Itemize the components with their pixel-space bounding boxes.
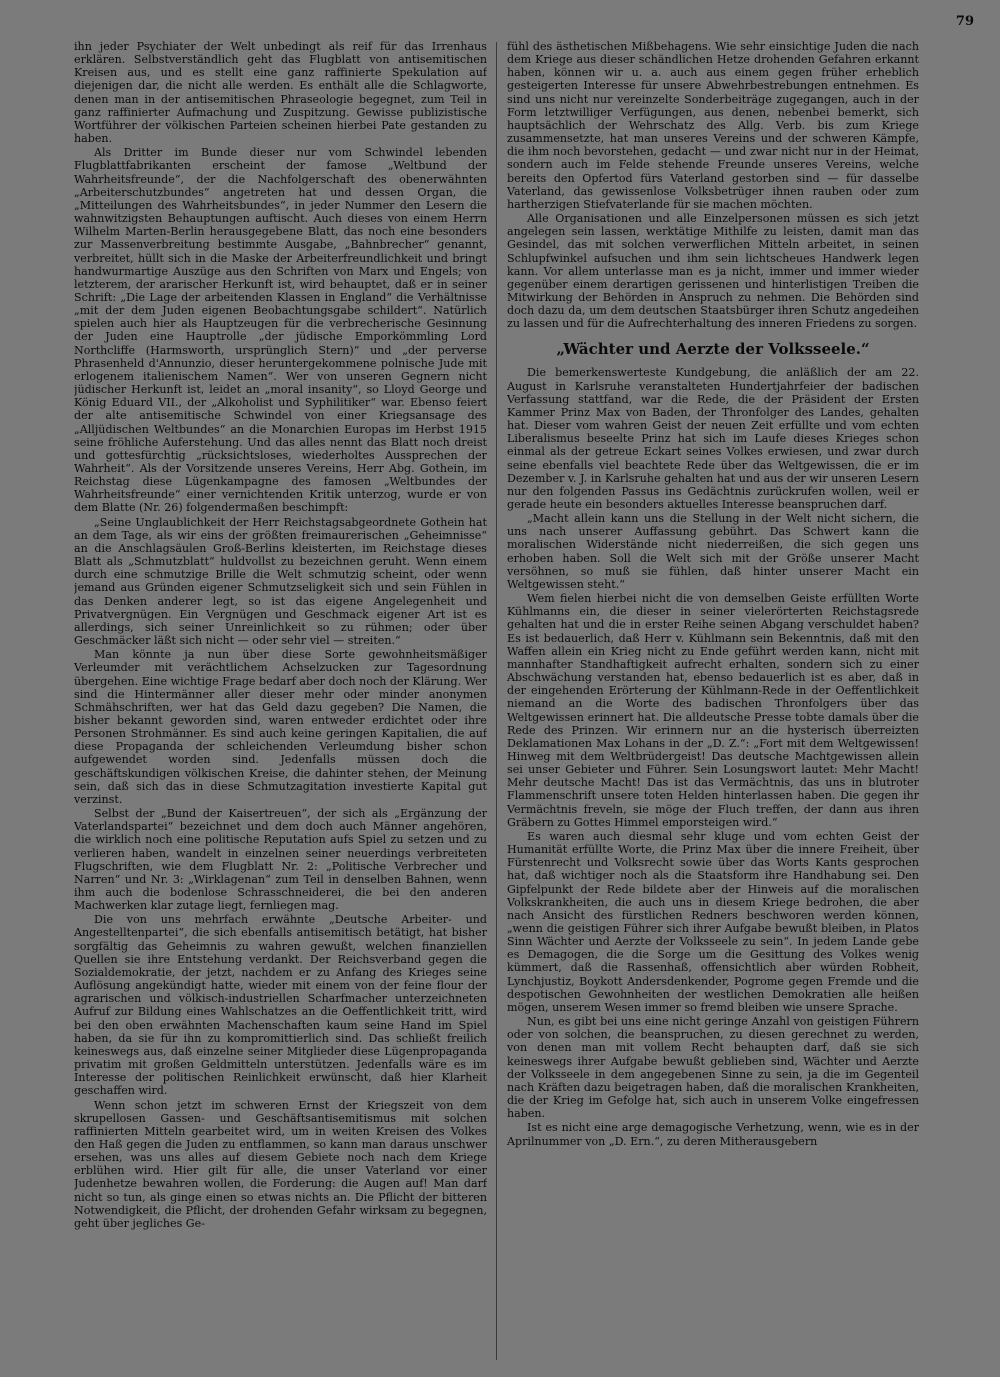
paragraph: Man könnte ja nun über diese Sorte gewohnheitsmäßiger Verleumder mit verächtlichem Achselzucken zur Tagesordnung übergehen. Eine wichtige Frage bedarf aber doch noch der Klärung. Wer sind die Hintermänner aller dieser mehr oder minder anonymen Schmähschriften, wer hat das Geld dazu gegeben? Die Namen, die bisher bekannt geworden sind, waren entweder erdichtet oder ihre Personen Strohmänner. Es sind auch keine geringen Kapitalien, die auf diese Propaganda der schleichenden Verleumdung bisher schon aufgewendet worden sind. Jedenfalls müssen doch die geschäftskundigen völkischen Kreise, die dahinter stehen, der Meinung sein, daß sich das in diese Schmutzagitation investierte Kapital gut verzinst. [74, 648, 487, 806]
paragraph: Wenn schon jetzt im schweren Ernst der Kriegszeit von dem skrupellosen Gassen- und Geschäftsantisemitismus mit solchen raffinierten Mitteln gearbeitet wird, um in weiten Kreisen des Volkes den Haß gegen die Juden zu entflammen, so kann man daraus unschwer ersehen, was uns alles auf diesem Gebiete noch nach dem Kriege erblühen wird. Hier gilt für alle, die unser Vaterland vor einer Judenhetze bewahren wollen, die Forderung: die Augen auf! Man darf nicht so tun, als ginge einen so etwas nichts an. Die Pflicht der bitteren Notwendigkeit, die Pflicht, der drohenden Gefahr wirksam zu begegnen, geht über jegliches Ge- [74, 1098, 487, 1230]
paragraph: Es waren auch diesmal sehr kluge und vom echten Geist der Humanität erfüllte Worte, die Prinz Max über die innere Freiheit, über Fürstenrecht und Volksrecht sowie über das Worts Kants gesprochen hat, daß wichtiger noch als die Staatsform ihre Handhabung sei. Den Gipfelpunkt der Rede bildete aber der Hinweis auf die moralischen Volkskrankheiten, die auch uns in diesem Kriege bedrohen, die aber nach Ansicht des fürstlichen Redners beschworen werden können, „wenn die geistigen Führer sich ihrer Aufgabe bewußt bleiben, in Platos Sinn Wächter und Aerzte der Volksseele zu sein“. In jedem Lande gebe es Demagogen, die die Sorge um die Gesittung des Volkes wenig kümmert, daß die Rassenhaß, offensichtlich aber würden Robheit, Lynchjustiz, Boykott Andersdenkender, Pogrome gegen Fremde und die despotischen Gewohnheiten der westlichen Demokratien alle heißen mögen, unserem Wesen immer so fremd bleiben wie unsere Sprache. [507, 829, 919, 1014]
paragraph: Selbst der „Bund der Kaisertreuen“, der sich als „Ergänzung der Vaterlandspartei“ bezeichnet und dem doch auch Männer angehören, die wirklich noch eine politische Reputation aufs Spiel zu setzen und zu verlieren haben, wandelt in einzelnen seiner neuerdings verbreiteten Flugschriften, wie dem Flugblatt Nr. 2: „Politische Verbrecher und Narren“ und Nr. 3: „Wirklagenan“ zum Teil in denselben Bahnen, wenn ihm auch die bodenlose Schrasschneiderei, die bei den anderen Machwerken klar zutage liegt, fernliegen mag. [74, 807, 487, 913]
paragraph: Nun, es gibt bei uns eine nicht geringe Anzahl von geistigen Führern oder von solchen, die beanspruchen, zu diesen gerechnet zu werden, von denen man mit vollem Recht behaupten darf, daß sie sich keineswegs ihrer Aufgabe bewußt geblieben sind, Wächter und Aerzte der Volksseele in dem angegebenen Sinne zu sein, ja die im Gegenteil nach Kräften dazu beigetragen haben, daß die moralischen Krankheiten, die der Krieg im Gefolge hat, sich auch in unserem Volke eingefressen haben. [507, 1015, 919, 1121]
page-number: 79 [955, 14, 974, 29]
paragraph: Alle Organisationen und alle Einzelpersonen müssen es sich jetzt angelegen sein lassen, werktätige Mithilfe zu leisten, damit man das Gesindel, das mit solchen verwerflichen Mitteln arbeitet, in seinen Schlupfwinkel aufsuchen und ihm sein lichtscheues Handwerk legen kann. Vor allem unterlasse man es ja nicht, immer und immer wieder gegenüber einem derartigen gerissenen und hinterlistigen Treiben die Mitwirkung der Behörden in Anspruch zu nehmen. Die Behörden sind doch dazu da, um dem deutschen Staatsbürger ihren Schutz angedeihen zu lassen und für die Aufrechterhaltung des inneren Friedens zu sorgen. [507, 212, 919, 331]
paragraph: Die bemerkenswerteste Kundgebung, die anläßlich der am 22. August in Karlsruhe veranstalteten Hundertjahrfeier der badischen Verfassung stattfand, war die Rede, die der Präsident der Ersten Kammer Prinz Max von Baden, der Thronfolger des Landes, gehalten hat. Dieser vom wahren Geist der neuen Zeit erfüllte und vom echten Liberalismus beseelte Prinz hat sich im Laufe dieses Krieges schon einmal als der getreue Eckart seines Volkes erwiesen, und zwar durch seine ebenfalls viel beachtete Rede über das Weltgewissen, die er im Dezember v. J. in Karlsruhe gehalten hat und aus der wir unseren Lesern nur den folgenden Passus ins Gedächtnis zurückrufen wollen, weil er gerade heute ein besonders aktuelles Interesse beanspruchen darf. [507, 366, 919, 511]
paragraph: fühl des ästhetischen Mißbehagens. Wie sehr einsichtige Juden die nach dem Kriege aus dieser schändlichen Hetze drohenden Gefahren erkannt haben, können wir u. a. auch aus einem gegen früher erheblich gesteigerten Interesse für unsere Abwehrbestrebungen entnehmen. Es sind uns nicht nur vereinzelte Sonderbeiträge zugegangen, auch in der Form letztwilliger Verfügungen, aus denen, nebenbei bemerkt, sich hauptsächlich der Wehrschatz des Allg. Verb. bis zum Kriege zusammensetzte, hat man unseres Vereins und der schweren Kämpfe, die ihm noch bevorstehen, gedacht — und zwar nicht nur in der Heimat, sondern auch im Felde stehende Freunde unseres Vereins, welche bereits den Opfertod fürs Vaterland gestorben sind — für dasselbe Vaterland, das gewissenlose Volksbetrüger ihnen rauben oder zum hartherzigen Stiefvaterlande für sie machen möchten. [507, 40, 919, 211]
paragraph: Ist es nicht eine arge demagogische Verhetzung, wenn, wie es in der Aprilnummer von „D. Ern.“, zu deren Mitherausgebern [507, 1121, 919, 1148]
quote-paragraph: „Seine Unglaublichkeit der Herr Reichstagsabgeordnete Gothein hat an dem Tage, als wir eins der größten freimaurerischen „Geheimnisse“ an die Anschlagsäulen Groß-Berlins kleisterten, im Reichstage dieses Blatt als „Schmutzblatt“ huldvollst zu bezeichnen geruht. Wenn einem durch eine schmutzige Brille die Welt schmutzig scheint, oder wenn jemand aus Gründen eigener Schmutzseligkeit sich und sein Fühlen in das Denken anderer legt, so ist das eigene Angelegenheit und Privatvergnügen. Ein Vergnügen und Geschmack eigener Art ist es allerdings, sich seiner Unreinlichkeit so zu rühmen; oder über Geschmäcker läßt sich nicht — oder sehr viel — streiten.“ [74, 515, 487, 648]
paragraph: Als Dritter im Bunde dieser nur vom Schwindel lebenden Flugblattfabrikanten erscheint der famose „Weltbund der Wahrheitsfreunde“, der die Nachfolgerschaft des obenerwähnten „Arbeiterschutzbundes“ angetreten hat und dessen Organ, die „Mitteilungen des Wahrheitsbundes“, in jeder Nummer den Lesern die wahnwitzigsten Behauptungen auftischt. Auch dieses von einem Herrn Wilhelm Marten-Berlin herausgegebene Blatt, das noch eine besonders zur Massenverbreitung bestimmte Ausgabe, „Bahnbrecher“ genannt, verbreitet, hüllt sich in die Maske der Arbeiterfreundlichkeit und bringt handwurmartige Auszüge aus den Schriften von Marx und Engels; von letzterem, der ararischer Herkunft ist, wird behauptet, daß er in seiner Schrift: „Die Lage der arbeitenden Klassen in England“ die Verhältnisse „mit der dem Juden eigenen Beobachtungsgabe schildert“. Natürlich spielen auch hier als Hauptzeugen für die verbrecherische Gesinnung der Juden eine Hauptrolle „der jüdische Emporkömmling Lord Northcliffe (Harmsworth, ursprünglich Stern)“ und „der perverse Phrasenheld d'Annunzio, dieser heruntergekommene polnische Jude mit erlogenem italienischem Namen“. Wer von unseren Gegnern nicht jüdischer Herkunft ist, leidet an „moral insanity“, so Lloyd George und König Eduard VII., der „Alkoholist und Syphilitiker“ war. Ebenso feiert der alte antisemitische Schwindel von einer Kriegsansage des „Alljüdischen Weltbundes“ an die Monarchien Europas im Herbst 1915 seine fröhliche Auferstehung. Und das alles nennt das Blatt noch dreist und gottesfürchtig „rücksichtsloses, wiederholtes Aussprechen der Wahrheit“. Als der Vorsitzende unseres Vereins, Herr Abg. Gothein, im Reichstag diese Lügenkampagne des famosen „Weltbundes der Wahrheitsfreunde“ einer vernichtenden Kritik unterzog, wurde er von dem Blatte (Nr. 26) folgendermaßen beschimpft: [74, 146, 487, 515]
right-column [507, 40, 919, 1365]
article-heading: „Wächter und Aerzte der Volksseele.“ [556, 340, 870, 359]
column-divider [496, 42, 497, 1360]
paragraph: Die von uns mehrfach erwähnte „Deutsche Arbeiter- und Angestelltenpartei“, die sich ebenfalls antisemitisch betätigt, hat bisher sorgfältig das Geheimnis zu wahren gewußt, welchen finanziellen Quellen sie ihre Entstehung verdankt. Der Reichsverband gegen die Sozialdemokratie, der jetzt, nachdem er zu Anfang des Krieges seine Auflösung angekündigt hatte, wieder mit einem von der feine flour der agrarischen und völkisch-industriellen Scharfmacher unterzeichneten Aufruf zur Bildung eines Wahlschatzes an die Oeffentlichkeit tritt, wird bei den oben erwähnten Machenschaften kaum seine Hand im Spiel haben, da sie für ihn zu kompromittierlich sind. Das schließt freilich keineswegs aus, daß einzelne seiner Mitglieder diese Lügenpropaganda privatim mit großen Geldmitteln unterstützen. Jedenfalls wäre es im Interesse der politischen Reinlichkeit erwünscht, daß hier Klarheit geschaffen wird. [74, 913, 487, 1098]
quote-paragraph: „Macht allein kann uns die Stellung in der Welt nicht sichern, die uns nach unserer Auffassung gebührt. Das Schwert kann die moralischen Widerstände nicht niederreißen, die sich gegen uns erhoben haben. Soll die Welt sich mit der Größe unserer Macht versöhnen, so muß sie fühlen, daß hinter unserer Macht ein Weltgewissen steht.“ [507, 512, 919, 591]
paragraph: ihn jeder Psychiater der Welt unbedingt als reif für das Irrenhaus erklären. Selbstverständlich geht das Flugblatt von antisemitischen Kreisen aus, und es stellt eine ganz raffinierte Spekulation auf diejenigen dar, die nicht alle werden. Es enthält alle die Schlagworte, denen man in der antisemitischen Phraseologie begegnet, zum Teil in ganz raffinierter Aufmachung und Zuspitzung. Gewisse publizistische Wortführer der völkischen Parteien scheinen hierbei Pate gestanden zu haben. [74, 40, 487, 146]
paragraph: Wem fielen hierbei nicht die von demselben Geiste erfüllten Worte Kühlmanns ein, die dieser in seiner vielerörterten Reichstagsrede gehalten hat und die in erster Reihe seinen Abgang verschuldet haben? Es ist bedauerlich, daß Herr v. Kühlmann sein Bekenntnis, daß mit den Waffen allein ein Krieg nicht zu Ende geführt werden kann, nicht mit mannhafter Standhaftigkeit aufrecht erhalten, sondern sich zu einer Abschwächung verstanden hat, ebenso bedauerlich ist es aber, daß in der eingehenden Erörterung der Kühlmann-Rede in der Oeffentlichkeit niemand an die Worte des badischen Thronfolgers über das Weltgewissen erinnert hat. Die alldeutsche Presse tobte damals über die Rede des Prinzen. Wir erinnern nur an die hysterisch überreizten Deklamationen Max Lohans in der „D. Z.“: „Fort mit dem Weltgewissen! Hinweg mit dem Weltbrüdergeist! Das deutsche Machtgewissen allein sei unser Gebieter und Führer. Sein Losungswort lautet: Mehr Macht! Mehr deutsche Macht! Das ist das Vermächtnis, das uns in blutroter Flammenschrift unsere toten Helden hinterlassen haben. Die gegen ihr Vermächtnis freveln, sie möge der Fluch treffen, der dann aus ihren Gräbern zu Gottes Himmel emporsteigen wird.“ [507, 592, 919, 829]
left-column [74, 40, 487, 1365]
